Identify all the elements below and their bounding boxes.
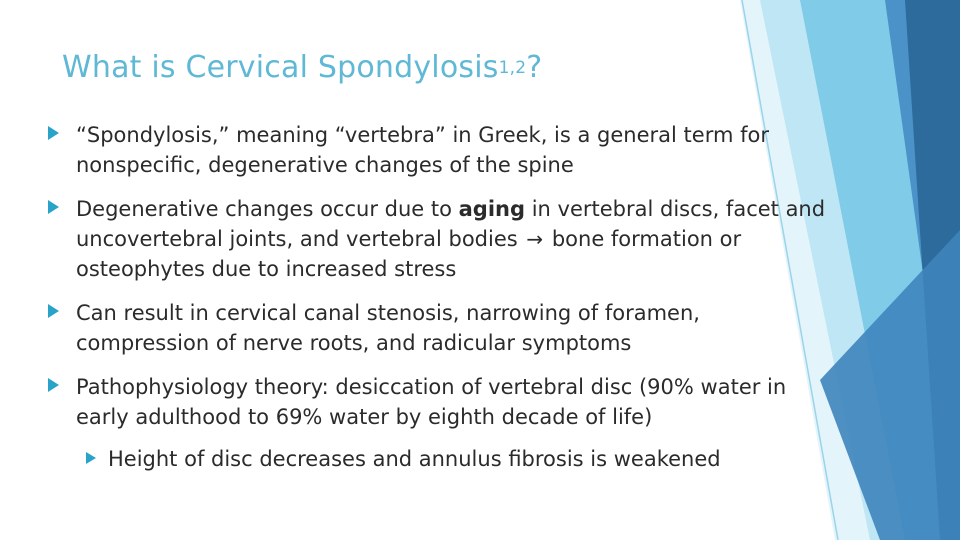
bullet-text-mid: in vertebral discs, facet and uncovertebral joints, and vertebral bodies [76,197,826,251]
bullet-text: Pathophysiology theory: desiccation of vertebral disc (90% water in early adulthood to 69% water by eighth decade of life) [76,375,787,429]
slide-title [62,50,542,85]
bullet-text-bold: aging [458,197,526,221]
sub-bullet-item-1 [86,444,828,474]
bullet-item-1 [48,120,828,180]
bullet-arrow-icon [48,200,59,214]
title-question-mark: ? [526,50,543,85]
right-arrow-icon: → [526,227,544,251]
bullet-list [48,120,828,488]
title-text: What is Cervical Spondylosis [62,50,499,85]
bullet-arrow-icon [48,304,59,318]
bullet-item-2 [48,194,828,284]
sub-bullet-arrow-icon [86,452,96,464]
bullet-arrow-icon [48,126,59,140]
bullet-item-4 [48,372,828,432]
sub-bullet-text: Height of disc decreases and annulus fibrosis is weakened [108,447,721,471]
bullet-text: Can result in cervical canal stenosis, narrowing of foramen, compression of nerve roots, and radicular symptoms [76,301,700,355]
title-citation: 1,2 [498,58,527,78]
bullet-item-3 [48,298,828,358]
bullet-text-post: bone formation or osteophytes due to increased stress [76,227,742,281]
bullet-text: “Spondylosis,” meaning “vertebra” in Greek, is a general term for nonspecific, degenerative changes of the spine [76,123,769,177]
bullet-arrow-icon [48,378,59,392]
bullet-text-pre: Degenerative changes occur due to [76,197,459,221]
